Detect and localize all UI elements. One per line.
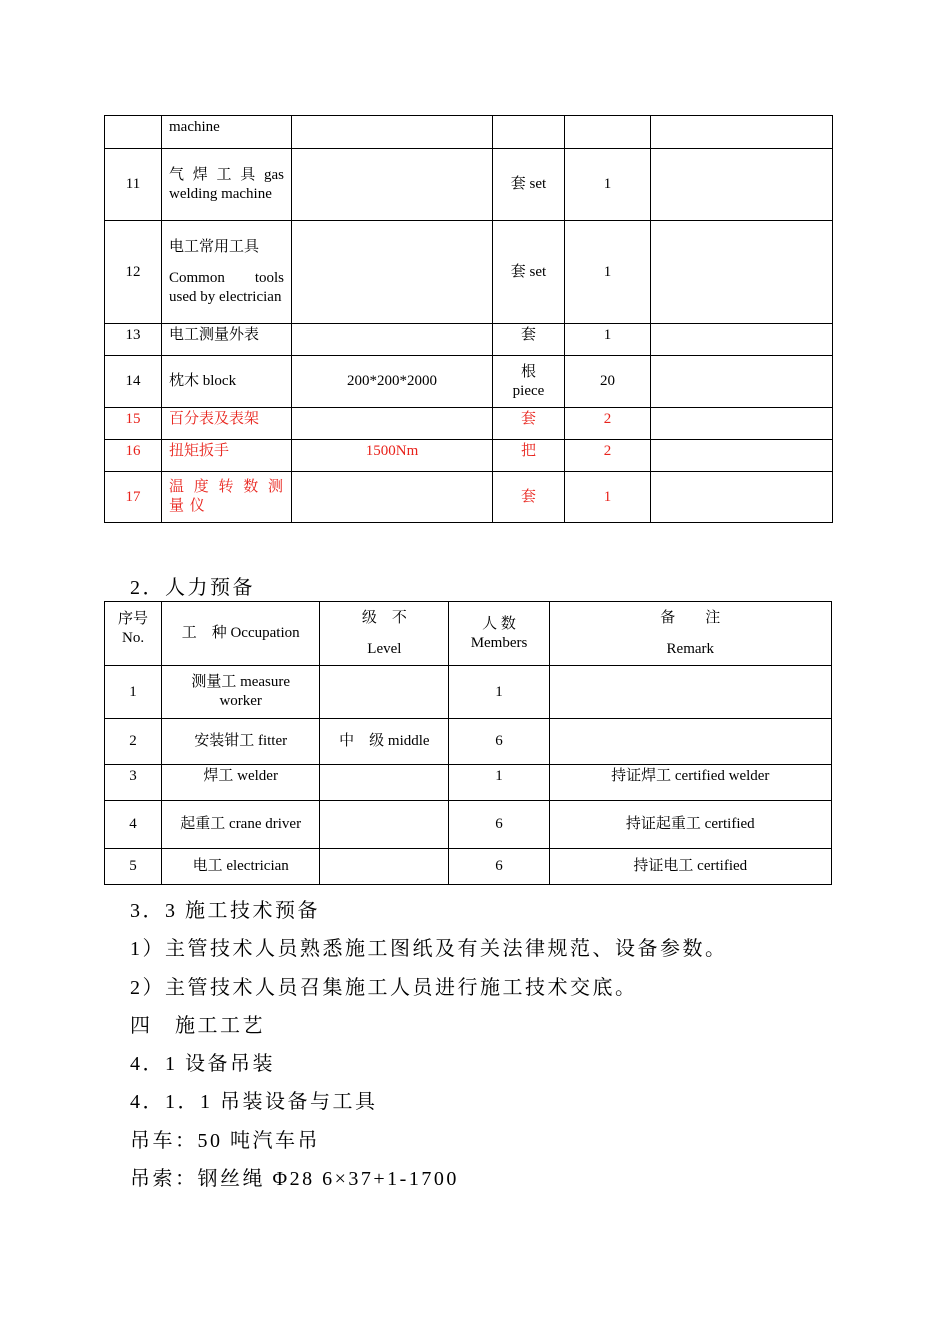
item-qty [565,116,651,149]
item-qty: 2 [565,440,651,472]
members: 1 [449,666,549,719]
paragraph-item-1: 1）主管技术人员熟悉施工图纸及有关法律规范、设备参数。 [130,938,728,960]
table-row [105,116,833,149]
item-remark [651,440,833,472]
table-row [105,719,832,765]
row-number: 15 [105,408,162,440]
header-members-en: Members [470,634,528,651]
paragraph-crane: 吊车：50 吨汽车吊 [130,1130,320,1152]
table-row [105,849,832,885]
paragraph-item-2: 2）主管技术人员召集施工人员进行施工技术交底。 [130,977,638,999]
row-number: 2 [105,719,162,765]
heading-construction-tech-prep: 3．3 施工技术预备 [130,900,320,922]
item-qty: 2 [565,408,651,440]
item-spec: 200*200*2000 [292,356,493,408]
remark: 持证焊工 certified welder [549,765,831,801]
table-row [105,356,833,408]
table-header-row [105,602,832,666]
row-number: 4 [105,801,162,849]
level: 中 级 middle [320,719,449,765]
level [320,849,449,885]
item-spec [292,116,493,149]
heading-lifting-tools: 4．1．1 吊装设备与工具 [130,1091,378,1113]
item-name: 气 焊 工 具 gas welding machine [162,149,292,221]
header-remark [549,602,831,666]
occupation: 测量工 measure worker [162,666,320,719]
item-unit: 根 piece [493,356,565,408]
item-qty: 1 [565,149,651,221]
item-name-en: Common tools used by electrician [169,269,284,305]
item-unit: 套 [493,408,565,440]
occupation: 安装钳工 fitter [162,719,320,765]
item-remark [651,221,833,324]
item-name: 百分表及表架 [162,408,292,440]
manpower-table [104,601,832,885]
item-name [162,221,292,324]
table-row [105,221,833,324]
level [320,666,449,719]
header-no [105,602,162,666]
table-row [105,765,832,801]
item-qty: 1 [565,472,651,523]
paragraph-sling: 吊索：钢丝绳 Φ28 6×37+1-1700 [130,1168,459,1190]
item-spec [292,324,493,356]
remark: 持证起重工 certified [549,801,831,849]
table-row [105,801,832,849]
level [320,801,449,849]
header-no-cn: 序号 [118,611,149,627]
header-members [449,602,549,666]
header-level-cn: 级 不 [361,609,407,626]
header-level [320,602,449,666]
item-qty: 1 [565,221,651,324]
equipment-table [104,115,833,523]
occupation: 焊工 welder [162,765,320,801]
item-remark [651,149,833,221]
row-number: 14 [105,356,162,408]
header-occupation: 工 种 Occupation [162,602,320,666]
item-name: 枕木 block [162,356,292,408]
occupation: 起重工 crane driver [162,801,320,849]
item-spec [292,472,493,523]
row-number: 3 [105,765,162,801]
header-remark-cn: 备 注 [660,609,721,626]
row-number: 12 [105,221,162,324]
remark: 持证电工 certified [549,849,831,885]
item-name-cn: 电工常用工具 [169,238,260,255]
item-unit: 套 [493,472,565,523]
members: 6 [449,801,549,849]
item-qty: 20 [565,356,651,408]
header-members-cn: 人 数 [482,615,516,632]
row-number: 5 [105,849,162,885]
table-row [105,408,833,440]
table-row [105,666,832,719]
row-number: 16 [105,440,162,472]
row-number: 1 [105,666,162,719]
level [320,765,449,801]
item-unit: 套 set [493,149,565,221]
row-number: 11 [105,149,162,221]
item-qty: 1 [565,324,651,356]
item-name: 温 度 转 数 测 量 仪 [162,472,292,523]
item-unit: 把 [493,440,565,472]
remark [549,666,831,719]
row-number: 17 [105,472,162,523]
item-remark [651,356,833,408]
row-number [105,116,162,149]
header-level-en: Level [367,640,402,657]
item-spec [292,221,493,324]
members: 6 [449,719,549,765]
item-spec [292,408,493,440]
item-name: machine [162,116,292,149]
item-remark [651,324,833,356]
occupation: 电工 electrician [162,849,320,885]
row-number: 13 [105,324,162,356]
item-remark [651,472,833,523]
header-remark-en: Remark [666,640,715,657]
item-unit: 套 set [493,221,565,324]
item-unit [493,116,565,149]
item-name: 扭矩扳手 [162,440,292,472]
table-row [105,324,833,356]
item-name: 电工测量外表 [162,324,292,356]
members: 6 [449,849,549,885]
heading-equipment-lifting: 4．1 设备吊装 [130,1053,275,1075]
remark [549,719,831,765]
item-remark [651,116,833,149]
section-heading-manpower: 2．人力预备 [130,577,255,599]
item-unit: 套 [493,324,565,356]
table-row [105,149,833,221]
item-spec: 1500Nm [292,440,493,472]
table-row [105,472,833,523]
heading-construction-process: 四 施工工艺 [130,1015,265,1037]
item-remark [651,408,833,440]
table-row [105,440,833,472]
item-spec [292,149,493,221]
members: 1 [449,765,549,801]
header-no-en: No. [121,630,145,646]
